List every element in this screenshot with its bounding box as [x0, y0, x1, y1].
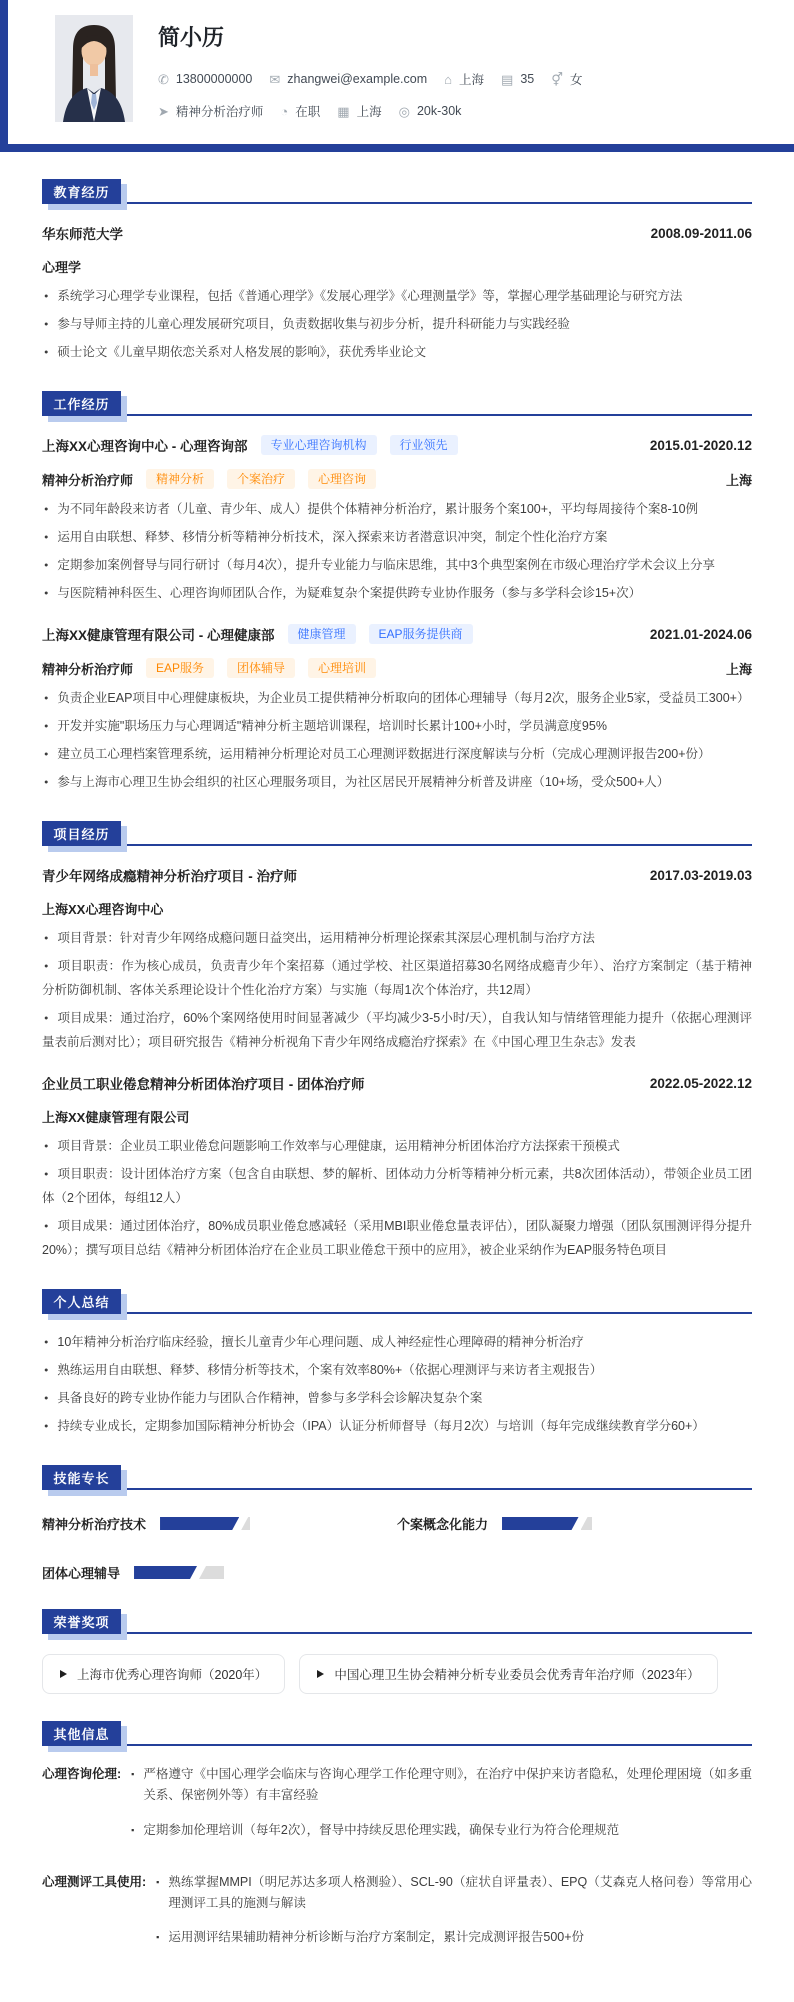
role-row	[42, 658, 752, 678]
home-value: 上海	[459, 73, 485, 87]
major-name: 心理学	[42, 260, 82, 275]
section-title: 荣誉奖项	[42, 1609, 121, 1634]
skill-progress-bar	[134, 1566, 224, 1579]
role-tag: 心理培训	[308, 658, 376, 678]
company-name: 上海XX心理咨询中心 - 心理咨询部	[42, 439, 248, 454]
gender-icon: ⚥	[551, 71, 563, 87]
role-tag: 团体辅导	[227, 658, 295, 678]
contact-phone	[158, 72, 252, 86]
bullet-item: • 具备良好的跨专业协作能力与团队合作精神，曾参与多学科会诊解决复杂个案	[44, 1391, 483, 1405]
role-tag: 心理咨询	[308, 469, 376, 489]
skill-item	[397, 1514, 752, 1533]
city-value: 上海	[356, 105, 382, 119]
bullet-item: • 参与导师主持的儿童心理发展研究项目，负责数据收集与初步分析，提升科研能力与实践经验	[44, 317, 570, 331]
contact-salary	[399, 104, 462, 118]
section-skills	[42, 1465, 752, 1582]
position-value: 精神分析治疗师	[175, 105, 264, 119]
bullet-item: • 定期参加案例督导与同行研讨（每月4次），提升专业能力与临床思维，其中3个典型案例在市级心理治疗学术会议上分享	[44, 558, 716, 572]
resume-body	[0, 179, 794, 2002]
bullet-item: ▪ 运用测评结果辅助精神分析诊断与治疗方案制定，累计完成测评报告500+份	[156, 1930, 585, 1945]
project-bullets	[42, 926, 752, 1054]
contact-city	[337, 102, 381, 120]
company-tag: EAP服务提供商	[369, 624, 473, 644]
age-icon: ▤	[501, 71, 514, 87]
bullet-item: • 开发并实施"职场压力与心理调适"精神分析主题培训课程，培训时长累计100+小时，学员满意度95%	[44, 719, 607, 733]
skill-bar-fill	[160, 1517, 239, 1530]
bullet-item: • 运用自由联想、释梦、移情分析等精神分析技术，深入探索来访者潜意识冲突，制定个性化治疗方案	[44, 530, 608, 544]
header	[0, 0, 794, 144]
company-tag: 专业心理咨询机构	[261, 435, 377, 455]
skill-bar-track	[241, 1517, 250, 1530]
contact-status	[280, 102, 320, 120]
header-info	[158, 15, 764, 134]
role-tag: EAP服务	[146, 658, 214, 678]
section-header	[42, 821, 752, 846]
profile-photo	[55, 15, 133, 122]
age-value: 35	[520, 72, 535, 86]
company-name: 上海XX健康管理有限公司 - 心理健康部	[42, 628, 275, 643]
project-entry	[42, 1073, 752, 1262]
bullet-item: • 项目成果：通过团体治疗，80%成员职业倦怠感减轻（采用MBI职业倦怠量表评估），团队凝聚力增强（团队氛围测评得分提升20%）；撰写项目总结《精神分析团体治疗在企业员工职业倦怠干预中的应用》，被企业采纳作为EAP服务特色项目	[42, 1219, 752, 1257]
project-org-row	[42, 899, 752, 918]
bullet-item: • 为不同年龄段来访者（儿童、青少年、成人）提供个体精神分析治疗，累计服务个案100+，平均每周接待个案8-10例	[44, 502, 699, 516]
role-tag: 精神分析	[146, 469, 214, 489]
honor-label: 中国心理卫生协会精神分析专业委员会优秀青年治疗师（2023年）	[334, 1668, 700, 1682]
skill-label: 团体心理辅导	[42, 1566, 121, 1581]
role-tag: 个案治疗	[227, 469, 295, 489]
bullet-item: • 参与上海市心理卫生协会组织的社区心理服务项目，为社区居民开展精神分析普及讲座（10+场，受众500+人）	[44, 775, 670, 789]
education-entry-header	[42, 223, 752, 243]
bullet-item: • 建立员工心理档案管理系统，运用精神分析理论对员工心理测评数据进行深度解读与分析（完成心理测评报告200+份）	[44, 747, 711, 761]
work-date: 2021.01-2024.06	[649, 626, 752, 642]
work-bullets	[42, 497, 752, 605]
bullet-item: • 10年精神分析治疗临床经验，擅长儿童青少年心理问题、成人神经症性心理障碍的精神分析治疗	[44, 1335, 584, 1349]
school-name: 华东师范大学	[42, 227, 123, 242]
section-header	[42, 391, 752, 416]
bullet-item: ▪ 严格遵守《中国心理学会临床与咨询心理学工作伦理守则》，在治疗中保护来访者隐私，处理伦理困境（如多重关系、保密例外等）有丰富经验	[131, 1767, 752, 1803]
role-title: 精神分析治疗师	[42, 661, 134, 677]
section-education	[42, 179, 752, 364]
phone-value: 13800000000	[175, 72, 253, 86]
section-honors	[42, 1609, 752, 1694]
section-header	[42, 179, 752, 204]
bullet-item: • 项目职责：设计团体治疗方案（包含自由联想、梦的解析、团体动力分析等精神分析元素，共8次团体活动），带领企业员工团体（2个团体，每组12人）	[42, 1167, 752, 1205]
project-org: 上海XX心理咨询中心	[42, 902, 164, 917]
project-bullets	[42, 1134, 752, 1262]
play-icon	[317, 1670, 324, 1678]
skills-grid	[42, 1514, 752, 1582]
bullet-item: • 负责企业EAP项目中心理健康板块，为企业员工提供精神分析取向的团体心理辅导（每月2次，服务企业5家，受益员工300+）	[44, 691, 750, 705]
bullet-item: • 熟练运用自由联想、释梦、移情分析等技术，个案有效率80%+（依据心理测评与来访者主观报告）	[44, 1363, 603, 1377]
project-date: 2022.05-2022.12	[649, 1075, 752, 1091]
company-tag: 健康管理	[288, 624, 356, 644]
skill-item	[42, 1514, 397, 1533]
other-info-bullets	[156, 1872, 752, 1962]
skill-label: 精神分析治疗技术	[42, 1517, 147, 1532]
mail-icon: ✉	[269, 71, 281, 87]
project-title-row	[42, 865, 752, 885]
company-row	[42, 624, 752, 644]
bullet-item: • 项目成果：通过治疗，60%个案网络使用时间显著减少（平均减少3-5小时/天），自我认知与情绪管理能力提升（依据心理测评量表前后测对比）；项目研究报告《精神分析视角下青少年网络成瘾治疗探索》在《中国心理卫生杂志》发表	[42, 1011, 752, 1049]
section-other-info	[42, 1721, 752, 1962]
education-bullets	[42, 284, 752, 364]
education-major-row	[42, 257, 752, 276]
bullet-item: ▪ 熟练掌握MMPI（明尼苏达多项人格测验）、SCL-90（症状自评量表）、EPQ（艾森克人格问卷）等常用心理测评工具的施测与解读	[156, 1874, 752, 1910]
header-divider-band	[0, 144, 794, 152]
role-title: 精神分析治疗师	[42, 472, 134, 488]
other-info-bullets	[131, 1764, 752, 1854]
contact-home	[444, 70, 484, 88]
project-name: 青少年网络成瘾精神分析治疗项目 - 治疗师	[42, 869, 297, 884]
summary-bullets	[42, 1330, 752, 1438]
work-entry	[42, 624, 752, 794]
project-name: 企业员工职业倦怠精神分析团体治疗项目 - 团体治疗师	[42, 1077, 365, 1092]
section-header	[42, 1721, 752, 1746]
work-entry	[42, 435, 752, 605]
company-tag: 行业领先	[390, 435, 458, 455]
honor-item	[42, 1654, 285, 1694]
skill-bar-track	[199, 1566, 224, 1579]
work-location: 上海	[725, 661, 752, 677]
work-bullets	[42, 686, 752, 794]
bullet-item: • 系统学习心理学专业课程，包括《普通心理学》《发展心理学》《心理测量学》等，掌握心理学基础理论与研究方法	[44, 289, 683, 303]
other-info-group	[42, 1872, 752, 1962]
contact-gender	[551, 70, 582, 88]
section-projects	[42, 821, 752, 1262]
section-title: 项目经历	[42, 821, 121, 846]
section-title: 工作经历	[42, 391, 121, 416]
section-work	[42, 391, 752, 794]
play-icon	[60, 1670, 67, 1678]
contact-position	[158, 102, 263, 120]
bullet-item: • 硕士论文《儿童早期依恋关系对人格发展的影响》，获优秀毕业论文	[44, 345, 427, 359]
contact-email	[269, 72, 427, 86]
salary-icon: ◎	[398, 103, 410, 119]
skill-bar-fill	[134, 1566, 197, 1579]
bullet-item: ▪ 定期参加伦理培训（每年2次），督导中持续反思伦理实践，确保专业行为符合伦理规范	[131, 1822, 620, 1837]
section-title: 个人总结	[42, 1289, 121, 1314]
other-info-label: 心理测评工具使用:	[42, 1874, 147, 1889]
home-icon: ⌂	[444, 71, 452, 87]
honor-item	[299, 1654, 717, 1694]
contact-row-2	[158, 102, 764, 120]
bullet-item: • 与医院精神科医生、心理咨询师团队合作，为疑难复杂个案提供跨专业协作服务（参与多学科会诊15+次）	[44, 586, 642, 600]
email-value: zhangwei@example.com	[287, 72, 428, 86]
section-header	[42, 1465, 752, 1490]
section-title: 技能专长	[42, 1465, 121, 1490]
skill-bar-track	[581, 1517, 593, 1530]
skill-progress-bar	[502, 1517, 592, 1530]
other-info-group	[42, 1764, 752, 1854]
section-summary	[42, 1289, 752, 1438]
role-row	[42, 469, 752, 489]
candidate-name: 简小历	[158, 25, 225, 50]
project-org-row	[42, 1107, 752, 1126]
project-title-row	[42, 1073, 752, 1093]
other-info-label: 心理咨询伦理:	[42, 1767, 122, 1781]
status-value: 在职	[295, 105, 321, 119]
work-date: 2015.01-2020.12	[649, 437, 752, 453]
project-entry	[42, 865, 752, 1054]
project-org: 上海XX健康管理有限公司	[42, 1110, 190, 1125]
bullet-item: • 项目背景：针对青少年网络成瘾问题日益突出，运用精神分析理论探索其深层心理机制与治疗方法	[44, 931, 595, 945]
bullet-item: • 持续专业成长，定期参加国际精神分析协会（IPA）认证分析师督导（每月2次）与培训（每年完成继续教育学分60+）	[44, 1419, 705, 1433]
phone-icon: ✆	[158, 71, 169, 87]
salary-value: 20k-30k	[416, 104, 462, 118]
gender-value: 女	[569, 73, 583, 87]
education-date: 2008.09-2011.06	[650, 225, 752, 241]
skill-progress-bar	[160, 1517, 250, 1530]
skill-item	[42, 1563, 397, 1582]
section-title: 其他信息	[42, 1721, 121, 1746]
profile-photo-image	[55, 15, 133, 122]
status-icon: ◔	[280, 103, 289, 119]
bullet-item: • 项目背景：企业员工职业倦怠问题影响工作效率与心理健康，运用精神分析团体治疗方法探索干预模式	[44, 1139, 620, 1153]
contact-age	[501, 72, 534, 86]
honor-label: 上海市优秀心理咨询师（2020年）	[77, 1668, 268, 1682]
bullet-item: • 项目职责：作为核心成员，负责青少年个案招募（通过学校、社区渠道招募30名网络成瘾青少年）、治疗方案制定（基于精神分析防御机制、客体关系理论设计个性化治疗方案）与实施（每周1次个体治疗，共12周）	[42, 959, 752, 997]
honors-list	[42, 1654, 752, 1694]
position-icon: ➤	[158, 103, 169, 119]
section-header	[42, 1289, 752, 1314]
section-title: 教育经历	[42, 179, 121, 204]
skill-bar-fill	[502, 1517, 579, 1530]
city-icon: ▦	[337, 103, 350, 119]
section-header	[42, 1609, 752, 1634]
project-date: 2017.03-2019.03	[649, 867, 752, 883]
work-location: 上海	[725, 472, 752, 488]
skill-label: 个案概念化能力	[397, 1517, 489, 1532]
contact-row-1	[158, 70, 764, 88]
company-row	[42, 435, 752, 455]
